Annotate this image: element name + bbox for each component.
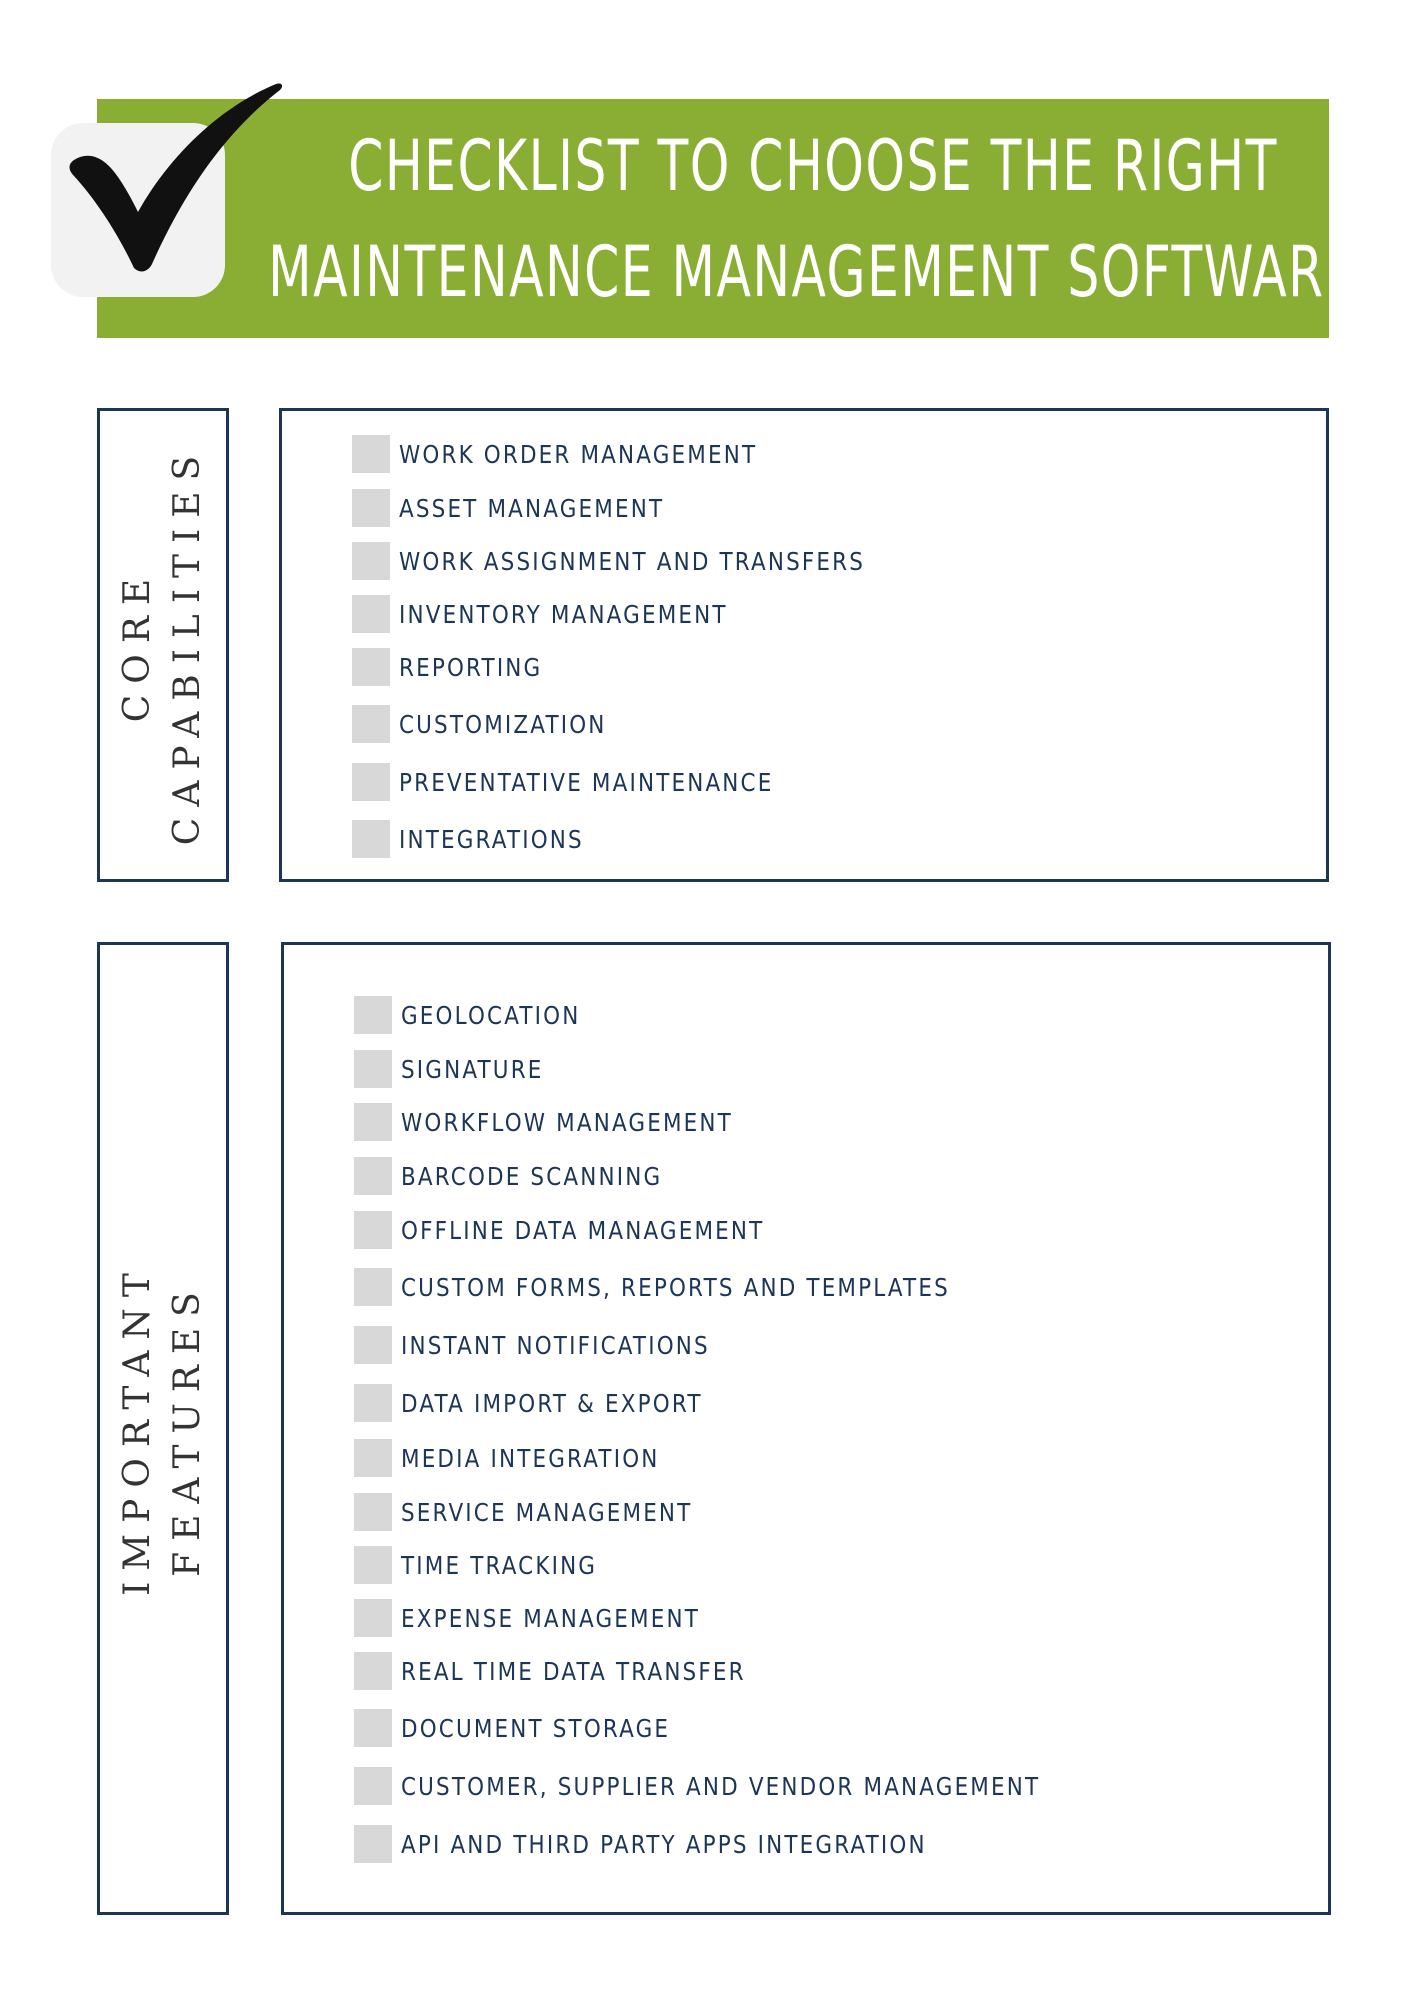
core-capabilities-label-line-1: CORE — [117, 567, 158, 723]
checkbox[interactable] — [352, 648, 390, 686]
checklist-item-label: WORK ORDER MANAGEMENT — [399, 439, 758, 469]
checklist-item-label: INTEGRATIONS — [399, 824, 584, 854]
checkbox[interactable] — [354, 1103, 392, 1141]
checklist-item-label: API AND THIRD PARTY APPS INTEGRATION — [401, 1829, 927, 1859]
checkbox[interactable] — [354, 1384, 392, 1422]
important-features-label-line-1: IMPORTANT — [117, 1261, 158, 1596]
core-capabilities-list — [279, 408, 1329, 882]
checklist-item-label: BARCODE SCANNING — [401, 1161, 663, 1191]
important-features-label-box — [97, 942, 229, 1915]
checkbox[interactable] — [354, 1825, 392, 1863]
checkbox[interactable] — [352, 542, 390, 580]
core-capabilities-label — [113, 445, 213, 845]
checkbox[interactable] — [354, 1599, 392, 1637]
checkbox[interactable] — [354, 1493, 392, 1531]
title-line-2: MAINTENANCE MANAGEMENT SOFTWARE — [268, 230, 1358, 313]
checkbox[interactable] — [354, 1211, 392, 1249]
checklist-item — [352, 541, 941, 581]
checklist-item-label: INVENTORY MANAGEMENT — [399, 599, 728, 629]
important-features-label-line-2: FEATURES — [167, 1280, 208, 1577]
checkbox[interactable] — [354, 1709, 392, 1747]
checkbox[interactable] — [354, 1157, 392, 1195]
checklist-item — [352, 594, 781, 634]
checkbox[interactable] — [354, 1546, 392, 1584]
checklist-item-label: GEOLOCATION — [401, 1000, 581, 1030]
checklist-item-label: INSTANT NOTIFICATIONS — [401, 1330, 710, 1360]
checkbox[interactable] — [354, 996, 392, 1034]
checklist-item — [354, 1049, 567, 1089]
checklist-item-label: CUSTOMER, SUPPLIER AND VENDOR MANAGEMENT — [401, 1771, 1041, 1801]
checklist-item-label: WORKFLOW MANAGEMENT — [401, 1107, 733, 1137]
checklist-item — [354, 1824, 1012, 1864]
checkbox[interactable] — [352, 820, 390, 858]
checklist-item-label: REPORTING — [399, 652, 543, 682]
checklist-item-label: WORK ASSIGNMENT AND TRANSFERS — [399, 546, 866, 576]
checklist-item — [352, 488, 707, 528]
checkbox[interactable] — [352, 435, 390, 473]
core-capabilities-label-box — [97, 408, 229, 882]
important-features-list — [281, 942, 1331, 1915]
checklist-item-label: DOCUMENT STORAGE — [401, 1713, 671, 1743]
checklist-item — [352, 647, 566, 687]
title-line-1: CHECKLIST TO CHOOSE THE RIGHT — [348, 124, 1278, 207]
checklist-item-label: PREVENTATIVE MAINTENANCE — [399, 767, 774, 797]
checkbox[interactable] — [354, 1268, 392, 1306]
checklist-item-label: SIGNATURE — [401, 1054, 544, 1084]
checklist-item — [354, 1210, 824, 1250]
checklist-item — [354, 995, 610, 1035]
checkbox[interactable] — [352, 489, 390, 527]
checkbox[interactable] — [354, 1652, 392, 1690]
checkbox[interactable] — [354, 1326, 392, 1364]
checklist-item-label: OFFLINE DATA MANAGEMENT — [401, 1215, 765, 1245]
checklist-item-label: ASSET MANAGEMENT — [399, 493, 665, 523]
checklist-item-label: DATA IMPORT & EXPORT — [401, 1388, 703, 1418]
checklist-item — [354, 1438, 702, 1478]
checklist-item — [354, 1156, 705, 1196]
checklist-item — [354, 1492, 740, 1532]
page-title — [268, 99, 1358, 338]
checklist-item — [354, 1651, 802, 1691]
checklist-item — [352, 434, 816, 474]
checklist-item — [354, 1545, 629, 1585]
checklist-item-label: REAL TIME DATA TRANSFER — [401, 1656, 746, 1686]
core-capabilities-label-line-2: CAPABILITIES — [167, 444, 208, 846]
checklist-item-label: SERVICE MANAGEMENT — [401, 1497, 693, 1527]
checkbox[interactable] — [354, 1050, 392, 1088]
checklist-item — [354, 1598, 749, 1638]
checkbox[interactable] — [354, 1439, 392, 1477]
checklist-item — [352, 704, 640, 744]
checkbox[interactable] — [354, 1767, 392, 1805]
checkmark-icon — [68, 78, 284, 278]
checklist-item-label: CUSTOMIZATION — [399, 709, 607, 739]
checklist-item-label: MEDIA INTEGRATION — [401, 1443, 660, 1473]
checklist-item — [352, 762, 834, 802]
checklist-item-label: EXPENSE MANAGEMENT — [401, 1603, 700, 1633]
checklist-item — [352, 819, 614, 859]
checklist-item-label: TIME TRACKING — [401, 1550, 598, 1580]
checklist-item — [354, 1708, 714, 1748]
checkbox[interactable] — [352, 595, 390, 633]
checklist-item — [354, 1766, 1144, 1806]
checkbox[interactable] — [352, 705, 390, 743]
checklist-item — [354, 1102, 787, 1142]
checklist-item-label: CUSTOM FORMS, REPORTS AND TEMPLATES — [401, 1272, 950, 1302]
checklist-item — [354, 1267, 1039, 1307]
checklist-item — [354, 1383, 752, 1423]
important-features-label — [113, 1262, 213, 1596]
checkbox[interactable] — [352, 763, 390, 801]
checklist-item — [354, 1325, 760, 1365]
